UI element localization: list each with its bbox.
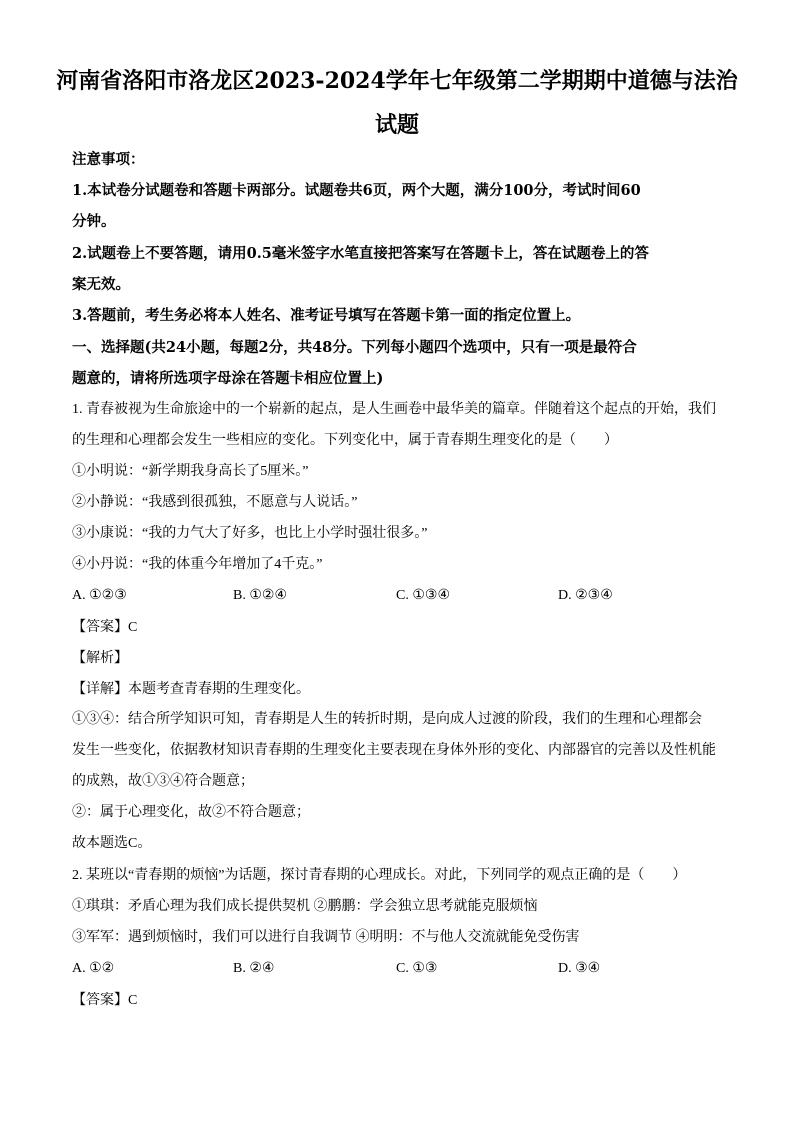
document-title-continued: 试题 bbox=[374, 112, 419, 138]
question-1-detail-line: 的成熟，故①③④符合题意； bbox=[72, 774, 254, 789]
question-1-item: ③小康说：“我的力气大了好多，也比上小学时强壮很多。” bbox=[72, 526, 428, 541]
notice-line: 1.本试卷分试题卷和答题卡两部分。试题卷共6页，两个大题，满分100分，考试时间60 bbox=[72, 182, 641, 199]
question-2-stem: 2. 某班以“青春期的烦恼”为话题，探讨青春期的心理成长。对此，下列同学的观点正确的是（ ） bbox=[72, 868, 687, 883]
question-2-option-c: C. ①③ bbox=[396, 961, 438, 976]
question-1-detail-line: 发生一些变化，依据教材知识青春期的生理变化主要表现在身体外形的变化、内部器官的完善以及性机能 bbox=[72, 743, 716, 758]
detail-intro-text: 本题考查青春期的生理变化。 bbox=[128, 682, 310, 697]
question-1-item: ②小静说：“我感到很孤独，不愿意与人说话。” bbox=[72, 495, 358, 510]
section-heading-continued: 题意的，请将所选项字母涂在答题卡相应位置上) bbox=[72, 370, 384, 387]
question-1-stem-continued: 的生理和心理都会发生一些相应的变化。下列变化中，属于青春期生理变化的是（ ） bbox=[72, 433, 618, 448]
question-2-answer bbox=[72, 990, 732, 1011]
notice-line: 3.答题前，考生务必将本人姓名、准考证号填写在答题卡第一面的指定位置上。 bbox=[72, 307, 581, 324]
notice-line: 案无效。 bbox=[72, 276, 130, 293]
answer-value: C bbox=[128, 620, 138, 635]
question-1-detail-intro bbox=[72, 679, 732, 700]
question-1-option-a: A. ①②③ bbox=[72, 588, 127, 603]
question-1-detail-line: ②：属于心理变化，故②不符合题意； bbox=[72, 805, 310, 820]
question-1-option-b: B. ①②④ bbox=[233, 588, 287, 603]
notice-heading: 注意事项： bbox=[72, 151, 145, 168]
analysis-tag: 【解析】 bbox=[72, 650, 128, 666]
answer-tag: 【答案】 bbox=[72, 619, 128, 635]
question-1-item: ④小丹说：“我的体重今年增加了4千克。” bbox=[72, 557, 323, 572]
notice-line: 2.试题卷上不要答题，请用0.5毫米签字水笔直接把答案写在答题卡上，答在试题卷上的答 bbox=[72, 245, 649, 262]
question-2-item: ③军军：遇到烦恼时，我们可以进行自我调节 ④明明：不与他人交流就能免受伤害 bbox=[72, 930, 580, 945]
question-1-conclusion: 故本题选C。 bbox=[72, 836, 152, 851]
question-2-option-d: D. ③④ bbox=[558, 961, 601, 976]
answer-value: C bbox=[128, 993, 138, 1008]
detail-tag: 【详解】 bbox=[72, 681, 128, 697]
document-title: 河南省洛阳市洛龙区2023-2024学年七年级第二学期期中道德与法治 bbox=[56, 68, 738, 94]
question-1-option-d: D. ②③④ bbox=[558, 588, 613, 603]
section-heading: 一、选择题(共24小题，每题2分，共48分。下列每小题四个选项中，只有一项是最符合 bbox=[72, 339, 637, 356]
question-1-answer bbox=[72, 617, 732, 638]
answer-tag: 【答案】 bbox=[72, 992, 128, 1008]
question-2-option-b: B. ②④ bbox=[233, 961, 275, 976]
question-1-item: ①小明说：“新学期我身高长了5厘米。” bbox=[72, 464, 309, 479]
question-1-stem: 1. 青春被视为生命旅途中的一个崭新的起点，是人生画卷中最华美的篇章。伴随着这个起点的开始，我们 bbox=[72, 402, 716, 417]
question-1-option-c: C. ①③④ bbox=[396, 588, 450, 603]
notice-line: 分钟。 bbox=[72, 213, 116, 230]
question-2-item: ①琪琪：矛盾心理为我们成长提供契机 ②鹏鹏：学会独立思考就能克服烦恼 bbox=[72, 899, 538, 914]
question-1-analysis-tag bbox=[72, 648, 732, 669]
question-1-detail-line: ①③④：结合所学知识可知，青春期是人生的转折时期，是向成人过渡的阶段，我们的生理和心理都会 bbox=[72, 712, 702, 727]
question-2-option-a: A. ①② bbox=[72, 961, 115, 976]
